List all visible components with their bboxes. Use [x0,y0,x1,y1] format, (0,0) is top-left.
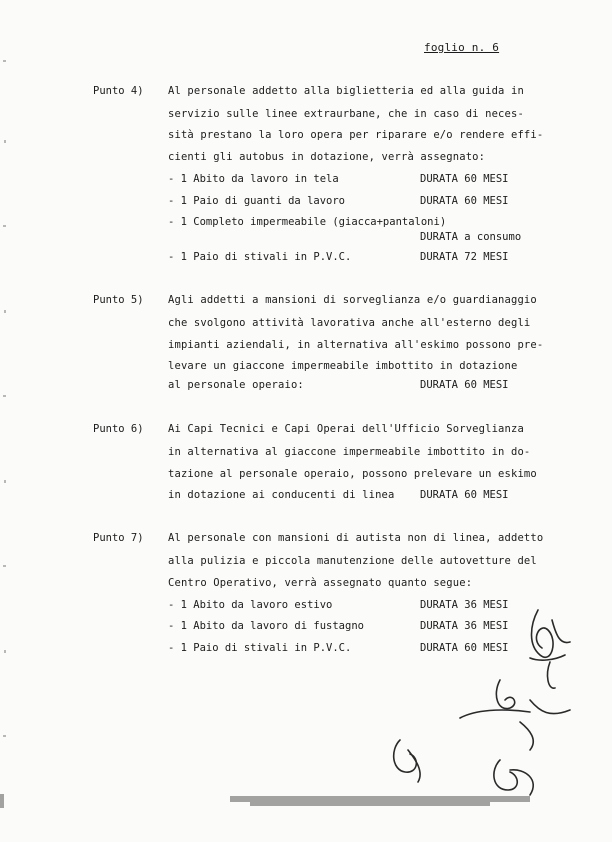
section-line: cienti gli autobus in dotazione, verrà assegnato: [168,151,486,163]
section-line: servizio sulle linee extraurbane, che in caso di neces- [168,108,524,120]
handwritten-signatures [380,600,612,800]
section-line: Centro Operativo, verrà assegnato quanto segue: [168,577,473,589]
section-line: Al personale con mansioni di autista non di linea, addetto [168,532,544,544]
section-line: alla pulizia e piccola manutenzione delle autovetture del [168,555,537,567]
item-duration: DURATA 36 MESI [420,620,509,632]
section-line: Agli addetti a mansioni di sorveglianza e/o guardianaggio [168,294,537,306]
item-description: - 1 Completo impermeabile (giacca+pantaloni) [168,216,447,228]
section-line: al personale operaio: [168,379,304,391]
section-line: impianti aziendali, in alternativa all'eskimo possono pre- [168,339,544,351]
section-line: in dotazione ai conducenti di linea [168,489,395,501]
item-description: - 1 Abito da lavoro in tela [168,173,339,185]
section-line: che svolgono attività lavorativa anche all'esterno degli [168,317,531,329]
item-duration: DURATA 72 MESI [420,251,509,263]
section-line: Al personale addetto alla biglietteria ed alla guida in [168,85,524,97]
section-line: Ai Capi Tecnici e Capi Operai dell'Ufficio Sorveglianza [168,423,524,435]
section-line: in alternativa al giaccone impermeabile imbottito in do- [168,446,531,458]
scan-smudge [0,780,612,820]
section-line: tazione al personale operaio, possono prelevare un eskimo [168,468,537,480]
scan-edge-marks [0,0,22,842]
section-label-punto-4: Punto 4) [93,85,144,97]
section-duration: DURATA 60 MESI [420,379,509,391]
item-duration: DURATA a consumo [420,231,522,243]
section-label-punto-5: Punto 5) [93,294,144,306]
item-description: - 1 Paio di stivali in P.V.C. [168,642,352,654]
section-line: levare un giaccone impermeabile imbottito in dotazione [168,360,518,372]
section-label-punto-7: Punto 7) [93,532,144,544]
item-duration: DURATA 36 MESI [420,599,509,611]
section-line: sità prestano la loro opera per riparare e/o rendere effi- [168,129,544,141]
item-description: - 1 Abito da lavoro estivo [168,599,333,611]
item-description: - 1 Paio di stivali in P.V.C. [168,251,352,263]
item-duration: DURATA 60 MESI [420,195,509,207]
section-label-punto-6: Punto 6) [93,423,144,435]
item-description: - 1 Abito da lavoro di fustagno [168,620,364,632]
item-duration: DURATA 60 MESI [420,642,509,654]
item-description: - 1 Paio di guanti da lavoro [168,195,346,207]
item-duration: DURATA 60 MESI [420,173,509,185]
section-duration: DURATA 60 MESI [420,489,509,501]
page-number: foglio n. 6 [424,41,500,54]
